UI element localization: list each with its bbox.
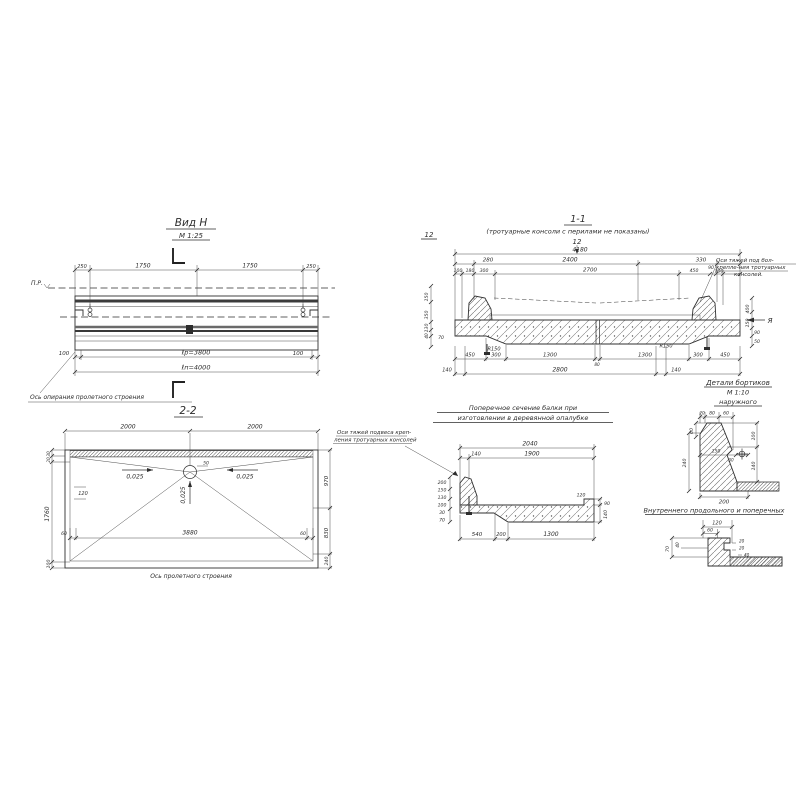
dim: 280 [482, 257, 494, 264]
dim: 1750 [242, 262, 258, 270]
dim: 1300 [638, 352, 652, 359]
dim: 120 [712, 520, 722, 527]
view-h [28, 217, 335, 402]
dim: 140 [442, 367, 452, 374]
cs-title-line2: изготовлении в деревянной опалубке [457, 414, 589, 422]
dim: 150 [711, 449, 721, 455]
slope-value: 0,025 [126, 473, 144, 481]
bolt-axes-note: консолей. [734, 272, 763, 278]
dim: 200 [437, 481, 447, 486]
dim: 20 [699, 410, 705, 416]
dim: 150 [746, 318, 751, 328]
dim: 2000 [120, 423, 136, 431]
dim: 300 [693, 352, 703, 359]
dim: 450 [720, 352, 730, 359]
mark-12-left: 12 [424, 231, 434, 239]
dim: 30 [439, 511, 445, 516]
curb-right [692, 296, 716, 320]
details-sub-inner: Внутреннего продольного и поперечных [643, 506, 785, 515]
section-cut-mark-bottom [173, 382, 185, 398]
dim: 250 [77, 264, 87, 270]
dim-span-full: ℓп=4000 [181, 363, 211, 372]
dim: 1900 [524, 450, 540, 458]
dim: 120 [78, 491, 88, 497]
dim: 2400 [562, 256, 578, 264]
dim: 1300 [543, 531, 559, 538]
dim: 140 [604, 510, 609, 519]
dim: 100 [58, 351, 70, 357]
dim: 60 [300, 532, 306, 537]
dim: 450 [689, 269, 699, 274]
deck-stub [737, 482, 779, 491]
end-board-band [70, 451, 313, 457]
dim: 80 [709, 411, 715, 417]
bolt-icon [736, 449, 748, 460]
dim: 450 [465, 352, 475, 359]
dim: 2000 [247, 423, 263, 431]
view-h-scale: М 1:25 [179, 232, 203, 240]
dim: 2040 [522, 440, 538, 448]
dim: 20 [46, 457, 51, 463]
dim: 350 [425, 310, 430, 320]
level-mark-label: П.Р. [31, 280, 43, 287]
level-mark-icon [44, 284, 50, 288]
plan-title: 2-2 [179, 405, 197, 417]
dim: 1300 [543, 352, 557, 359]
dim: 40 [424, 333, 429, 339]
fillet-radius: R150 [659, 343, 673, 350]
tie-axes-note: Оси тяжей подвеса креп- [337, 430, 412, 436]
dim: 830 [324, 527, 330, 539]
dim: 70 [439, 518, 445, 524]
slope-diagonals [70, 457, 313, 561]
view-direction-label: Я [767, 317, 773, 325]
dim: 90 [604, 502, 610, 507]
dim: 120 [576, 493, 586, 499]
dim: 130 [425, 323, 430, 333]
dim: 90 [754, 331, 760, 336]
dim: 70 [438, 336, 444, 341]
dim: 2800 [552, 366, 568, 374]
dim: 100 [437, 503, 447, 509]
dim: 250 [306, 264, 316, 270]
dim: 100 [292, 351, 304, 357]
dim: 20 [739, 545, 745, 551]
dim: 100 [453, 269, 463, 274]
details-title: Детали бортиков [706, 379, 770, 387]
dim: 60 [61, 532, 67, 537]
dim: 180 [465, 269, 475, 274]
dim: 400 [746, 304, 751, 314]
dim: 150 [437, 488, 447, 494]
dim: 30 [728, 457, 734, 463]
dim: 100 [752, 431, 757, 441]
lifting-loop-left [88, 304, 92, 317]
dim: 970 [324, 475, 330, 487]
dim: 40 [675, 542, 680, 548]
dim: 1760 [44, 506, 51, 522]
plan-2-2 [44, 405, 332, 580]
dim: 70 [666, 546, 671, 552]
section-title: 1-1 [570, 214, 586, 225]
dim: 240 [683, 458, 688, 468]
dim: 1750 [135, 262, 151, 270]
dim: 240 [325, 556, 330, 566]
dim: 200 [718, 499, 730, 506]
mark-12-center: 12 [572, 238, 582, 246]
dim: 60 [723, 411, 729, 417]
dim: 100 [714, 269, 724, 275]
dim: 2700 [583, 267, 597, 274]
curb-left [468, 296, 492, 320]
support-hook-marks [75, 310, 318, 316]
dim: 300 [491, 352, 501, 359]
slope-value: 0,025 [236, 473, 254, 481]
slope-value: 0,025 [180, 486, 187, 504]
dim: 140 [671, 367, 681, 374]
dim: 4180 [572, 246, 588, 254]
dim-span-calc: ℓр=3800 [181, 348, 211, 357]
slab-section [460, 499, 594, 522]
section-subtitle: (тротуарные консоли с перилами не показаны) [486, 227, 650, 236]
section-cut-mark-top [173, 248, 185, 263]
span-axis-label: Ось пролетного строения [150, 573, 232, 580]
dim: 330 [695, 257, 707, 264]
dim: 60 [690, 428, 695, 434]
cross-section-formwork [333, 404, 613, 541]
dim: 200 [496, 532, 506, 538]
dim: 3880 [182, 529, 198, 537]
bolt-axes-note: крепле-ния тротуарных [716, 265, 786, 271]
dim: 140 [752, 461, 757, 471]
dim: 40 [744, 552, 750, 558]
dim: 90 [708, 266, 714, 271]
view-h-title: Вид Н [174, 217, 208, 229]
fillet-radius: R150 [487, 346, 501, 353]
dim: 150 [425, 292, 430, 302]
section-1-1 [421, 214, 796, 376]
dim: 300 [479, 269, 489, 274]
dim: 50 [754, 340, 760, 345]
lifting-loop-right [301, 304, 305, 317]
dim: 130 [437, 496, 447, 501]
dim: 20 [739, 538, 745, 544]
dim: 100 [47, 559, 52, 569]
cs-title-line1: Поперечное сечение балки при [468, 404, 578, 412]
dim: 30 [46, 451, 51, 457]
details-sub-outer: наружного [719, 398, 757, 406]
support-axis-note: Ось опирания пролетного строения [30, 394, 144, 401]
dim: 140 [471, 451, 481, 458]
dim: 50 [203, 461, 209, 467]
drain-block [186, 325, 193, 334]
bolt-axes-note: Оси тяжей под бол- [716, 258, 774, 264]
dim: 80 [594, 362, 600, 367]
dim: 60 [707, 528, 713, 534]
curb-details [644, 379, 785, 566]
tie-axes-note: ления тротуарных консолей [334, 437, 417, 444]
details-scale: М 1:10 [726, 388, 750, 397]
dim: 540 [471, 532, 483, 538]
